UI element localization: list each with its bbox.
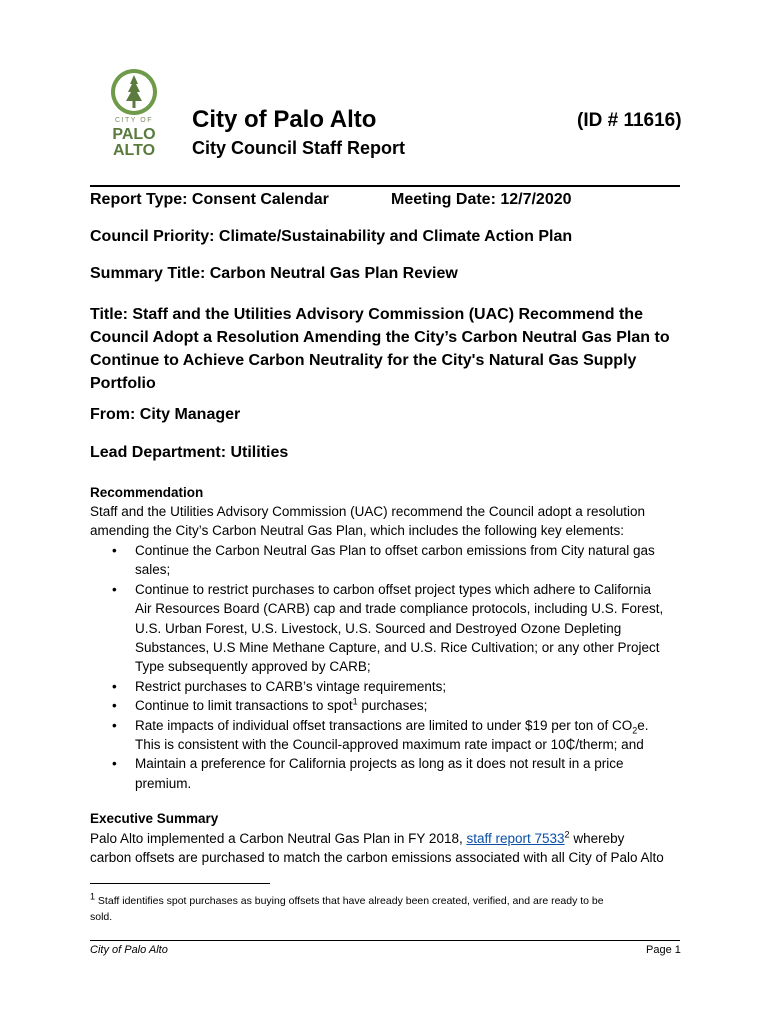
list-item: • Continue the Carbon Neutral Gas Plan to offset carbon emissions from City natural gas sales; [112, 543, 655, 578]
meeting-date: Meeting Date: 12/7/2020 [391, 191, 572, 208]
title-line: Title: Staff and the Utilities Advisory Commission (UAC) Recommend the [90, 306, 643, 323]
recommendation-heading: Recommendation [90, 485, 204, 500]
list-item: • Continue to restrict purchases to carbon offset project types which adhere to California Air Resources Board (CARB) cap and trade compliance protocols, including U.S. Forest, U.S. Urban Forest, U.S. Livestock, U.S. Sourced and Destroyed Ozone Depleting Substances, U.S Mine Methane Capture, and U.S. Rice Cultivation; or any other Project Type subsequently approved by CARB; [112, 581, 664, 675]
list-item: • Maintain a preference for California projects as long as it does not result in a price premium. [112, 756, 624, 791]
page-number: Page 1 [646, 944, 681, 956]
footnote-ref: 2 [564, 829, 570, 840]
footer-divider [90, 940, 680, 941]
intro-line: amending the City’s Carbon Neutral Gas Plan, which includes the following key elements: [90, 523, 625, 538]
executive-summary-text: Palo Alto implemented a Carbon Neutral Gas Plan in FY 2018, staff report 7533$^2$ whereby carbon offsets are purchased to match the carbon emissions associated with all City of Palo Alto [90, 829, 664, 865]
report-id: (ID # 11616) [577, 110, 682, 131]
list-item: • Rate impacts of individual offset transactions are limited to under $19 per ton of $CO_2e$. This is consistent with the Council-approved maximum rate impact or 10₵/therm; and [112, 717, 649, 753]
header-divider [90, 185, 680, 187]
logo-city-of-text: CITY OF [115, 117, 153, 124]
report-subtitle: City Council Staff Report [192, 138, 406, 158]
logo-palo-text: PALO [112, 126, 156, 143]
report-type: Report Type: Consent Calendar [90, 191, 329, 208]
lead-department: Lead Department: Utilities [90, 444, 289, 461]
list-item: • Restrict purchases to CARB’s vintage requirements; [90, 677, 690, 696]
bullet-icon: • [112, 756, 117, 772]
bullet-icon: • [112, 543, 117, 558]
footnote-ref: 1 [352, 696, 358, 707]
bullet-icon: • [112, 698, 117, 714]
recommendation-intro [90, 502, 645, 540]
recommendation-list [90, 541, 690, 793]
staff-report-link[interactable]: staff report 7533 [466, 831, 565, 846]
intro-line: Staff and the Utilities Advisory Commission (UAC) recommend the Council adopt a resolution [90, 504, 645, 519]
city-logo [104, 66, 164, 158]
title-line: Council Adopt a Resolution Amending the City’s Carbon Neutral Gas Plan to [90, 329, 670, 346]
organization-title: City of Palo Alto [192, 106, 377, 133]
footnote: $^1$ Staff identifies spot purchases as buying offsets that have already been created, verified, and are ready to be sold. [90, 891, 604, 923]
tree-seal-icon [104, 66, 164, 118]
list-item: • Continue to limit transactions to spot$^1$ purchases; [90, 696, 690, 715]
executive-summary-heading: Executive Summary [90, 811, 219, 826]
bullet-icon: • [112, 717, 117, 733]
council-priority: Council Priority: Climate/Sustainability and Climate Action Plan [90, 228, 573, 245]
title-line: Portfolio [90, 375, 156, 392]
bullet-icon: • [112, 581, 117, 597]
title-line: Continue to Achieve Carbon Neutrality for the City's Natural Gas Supply [90, 352, 637, 369]
from-field: From: City Manager [90, 406, 241, 423]
summary-title: Summary Title: Carbon Neutral Gas Plan Review [90, 265, 458, 282]
footer-org: City of Palo Alto [90, 944, 168, 956]
footnote-divider [90, 883, 270, 884]
bullet-icon: • [112, 678, 117, 694]
report-title [90, 303, 690, 395]
logo-alto-text: ALTO [112, 142, 156, 159]
footnote-marker: 1 [90, 891, 96, 902]
